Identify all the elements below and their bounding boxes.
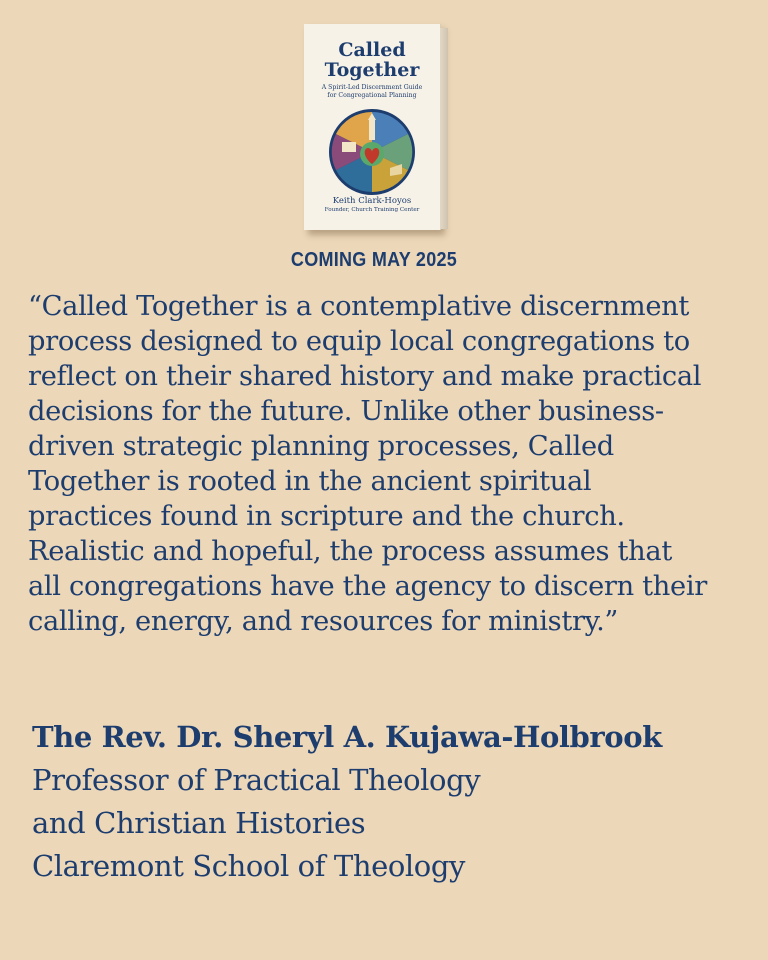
stained-glass-emblem-icon <box>328 108 416 196</box>
quote-line: decisions for the future. Unlike other business- <box>28 396 664 427</box>
endorser-name: The Rev. Dr. Sheryl A. Kujawa-Holbrook <box>32 720 662 754</box>
attribution <box>32 716 732 888</box>
quote-line: calling, energy, and resources for ministry.” <box>28 606 619 637</box>
quote-line: Together is rooted in the ancient spiritual <box>28 466 592 497</box>
quote-line: process designed to equip local congregations to <box>28 326 690 357</box>
endorser-title-line1: Professor of Practical Theology <box>32 763 481 797</box>
book-author-role: Founder, Church Training Center <box>324 207 420 213</box>
quote-line: practices found in scripture and the church. <box>28 501 625 532</box>
book-subtitle-line2: for Congregational Planning <box>327 92 417 99</box>
endorsement-quote <box>28 289 738 639</box>
book-subtitle-line1: A Spirit-Led Discernment Guide <box>321 84 423 91</box>
release-announcement: COMING MAY 2025 <box>290 249 458 271</box>
book-subtitle <box>314 84 430 100</box>
book-title-line2: Together <box>324 59 420 81</box>
quote-line: “Called Together is a contemplative discernment <box>28 291 689 322</box>
endorser-institution: Claremont School of Theology <box>32 849 466 883</box>
quote-line: Realistic and hopeful, the process assumes that <box>28 536 672 567</box>
book-cover-image <box>304 24 450 238</box>
quote-line: all congregations have the agency to discern their <box>28 571 707 602</box>
quote-line: reflect on their shared history and make practical <box>28 361 702 392</box>
endorser-title-line2: and Christian Histories <box>32 806 366 840</box>
quote-line: driven strategic planning processes, Called <box>28 431 614 462</box>
book-cover <box>304 24 441 230</box>
book-author: Keith Clark-Hoyos <box>332 196 412 206</box>
book-title-line1: Called <box>338 39 406 61</box>
